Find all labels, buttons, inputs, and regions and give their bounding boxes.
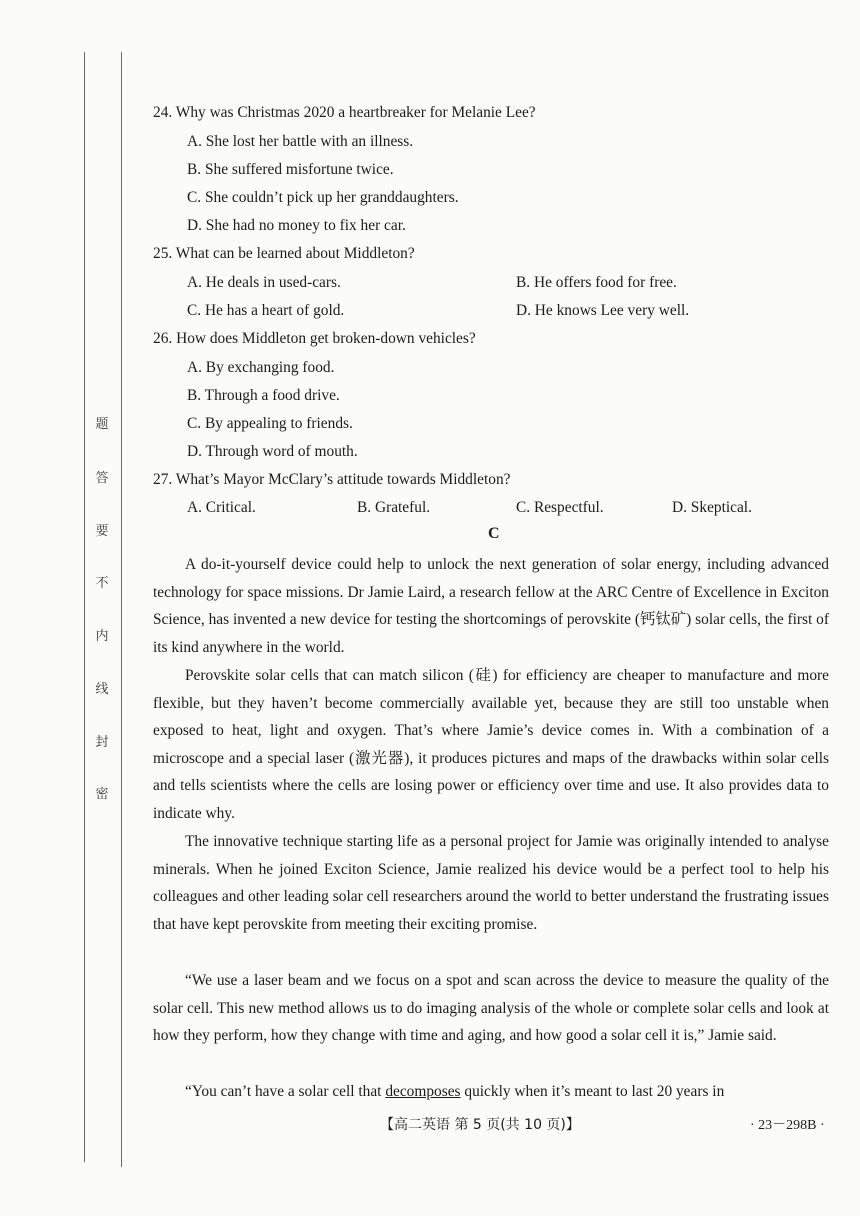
side-char: 不 bbox=[95, 576, 109, 591]
passage-paragraph-partial bbox=[153, 1078, 829, 1106]
q27-option-d: D. Skeptical. bbox=[672, 499, 752, 516]
paragraph-text: quickly when it’s meant to last 20 years in bbox=[460, 1083, 725, 1100]
passage-paragraph bbox=[153, 551, 829, 661]
q24-option-a: A. She lost her battle with an illness. bbox=[187, 133, 414, 150]
question-26-stem: 26. How does Middleton get broken-down vehicles? bbox=[153, 330, 476, 347]
q24-option-d: D. She had no money to fix her car. bbox=[187, 217, 406, 234]
side-char: 封 bbox=[95, 735, 109, 750]
q26-option-b: B. Through a food drive. bbox=[187, 387, 340, 404]
side-char: 要 bbox=[95, 524, 109, 539]
q26-option-d: D. Through word of mouth. bbox=[187, 443, 358, 460]
side-char: 答 bbox=[95, 471, 109, 486]
paragraph-text: A do-it-yourself device could help to unlock the next generation of solar energy, including advanced technology for space missions. Dr Jamie Laird, a research fellow at the ARC Centre of Excellence in Exciton Science, has invented a new device for testing the shortcomings of perovskite (钙钛矿) solar cells, the first of its kind anywhere in the world. bbox=[153, 556, 829, 656]
question-27-stem: 27. What’s Mayor McClary’s attitude towards Middleton? bbox=[153, 471, 511, 488]
q26-option-a: A. By exchanging food. bbox=[187, 359, 335, 376]
q25-option-b: B. He offers food for free. bbox=[516, 274, 677, 291]
side-char: 线 bbox=[95, 682, 109, 697]
binding-line-inner bbox=[121, 52, 122, 1167]
exam-code: · 23－298B · bbox=[750, 1118, 825, 1133]
side-char: 题 bbox=[95, 417, 109, 432]
q24-option-c: C. She couldn’t pick up her granddaughters. bbox=[187, 189, 459, 206]
q27-option-a: A. Critical. bbox=[187, 499, 256, 516]
question-24-stem: 24. Why was Christmas 2020 a heartbreaker for Melanie Lee? bbox=[153, 104, 536, 121]
q27-option-c: C. Respectful. bbox=[516, 499, 604, 516]
question-25-stem: 25. What can be learned about Middleton? bbox=[153, 245, 415, 262]
q25-option-a: A. He deals in used-cars. bbox=[187, 274, 341, 291]
q26-option-c: C. By appealing to friends. bbox=[187, 415, 353, 432]
passage-paragraph bbox=[153, 828, 829, 938]
paragraph-text: The innovative technique starting life as a personal project for Jamie was originally intended to analyse minerals. When he joined Exciton Science, Jamie realized his device would be a perfect tool to help his colleagues and other leading solar cell researchers around the world to better understand the frustrating issues that have kept perovskite from meeting their exciting promise. bbox=[153, 833, 829, 933]
passage-paragraph bbox=[153, 662, 829, 827]
underlined-word: decomposes bbox=[385, 1083, 461, 1100]
q27-option-b: B. Grateful. bbox=[357, 499, 431, 516]
paragraph-text: “We use a laser beam and we focus on a spot and scan across the device to measure the quality of the solar cell. This new method allows us to do imaging analysis of the whole or complete solar cells and look at how they perform, how they change with time and aging, and how good a solar cell it is,” Jamie said. bbox=[153, 972, 829, 1044]
side-char: 密 bbox=[95, 787, 109, 802]
paragraph-text: Perovskite solar cells that can match silicon (硅) for efficiency are cheaper to manufacture and more flexible, but they haven’t become commercially available yet, because they are still too unstable when exposed to heat, light and oxygen. That’s where Jamie’s device comes in. With a combination of a microscope and a special laser (激光器), it produces pictures and maps of the drawbacks within solar cells and tells scientists where the cells are losing power or efficiency over time and use. It also provides data to indicate why. bbox=[153, 667, 829, 822]
page-footer: 【高二英语 第 5 页(共 10 页)】 bbox=[380, 1117, 580, 1133]
binding-line-outer bbox=[84, 52, 85, 1162]
passage-paragraph bbox=[153, 967, 829, 1050]
q25-option-c: C. He has a heart of gold. bbox=[187, 302, 345, 319]
side-char: 内 bbox=[95, 629, 109, 644]
q25-option-d: D. He knows Lee very well. bbox=[516, 302, 690, 319]
paragraph-text: “You can’t have a solar cell that bbox=[185, 1083, 386, 1100]
q24-option-b: B. She suffered misfortune twice. bbox=[187, 161, 394, 178]
section-c-heading: C bbox=[488, 525, 500, 542]
